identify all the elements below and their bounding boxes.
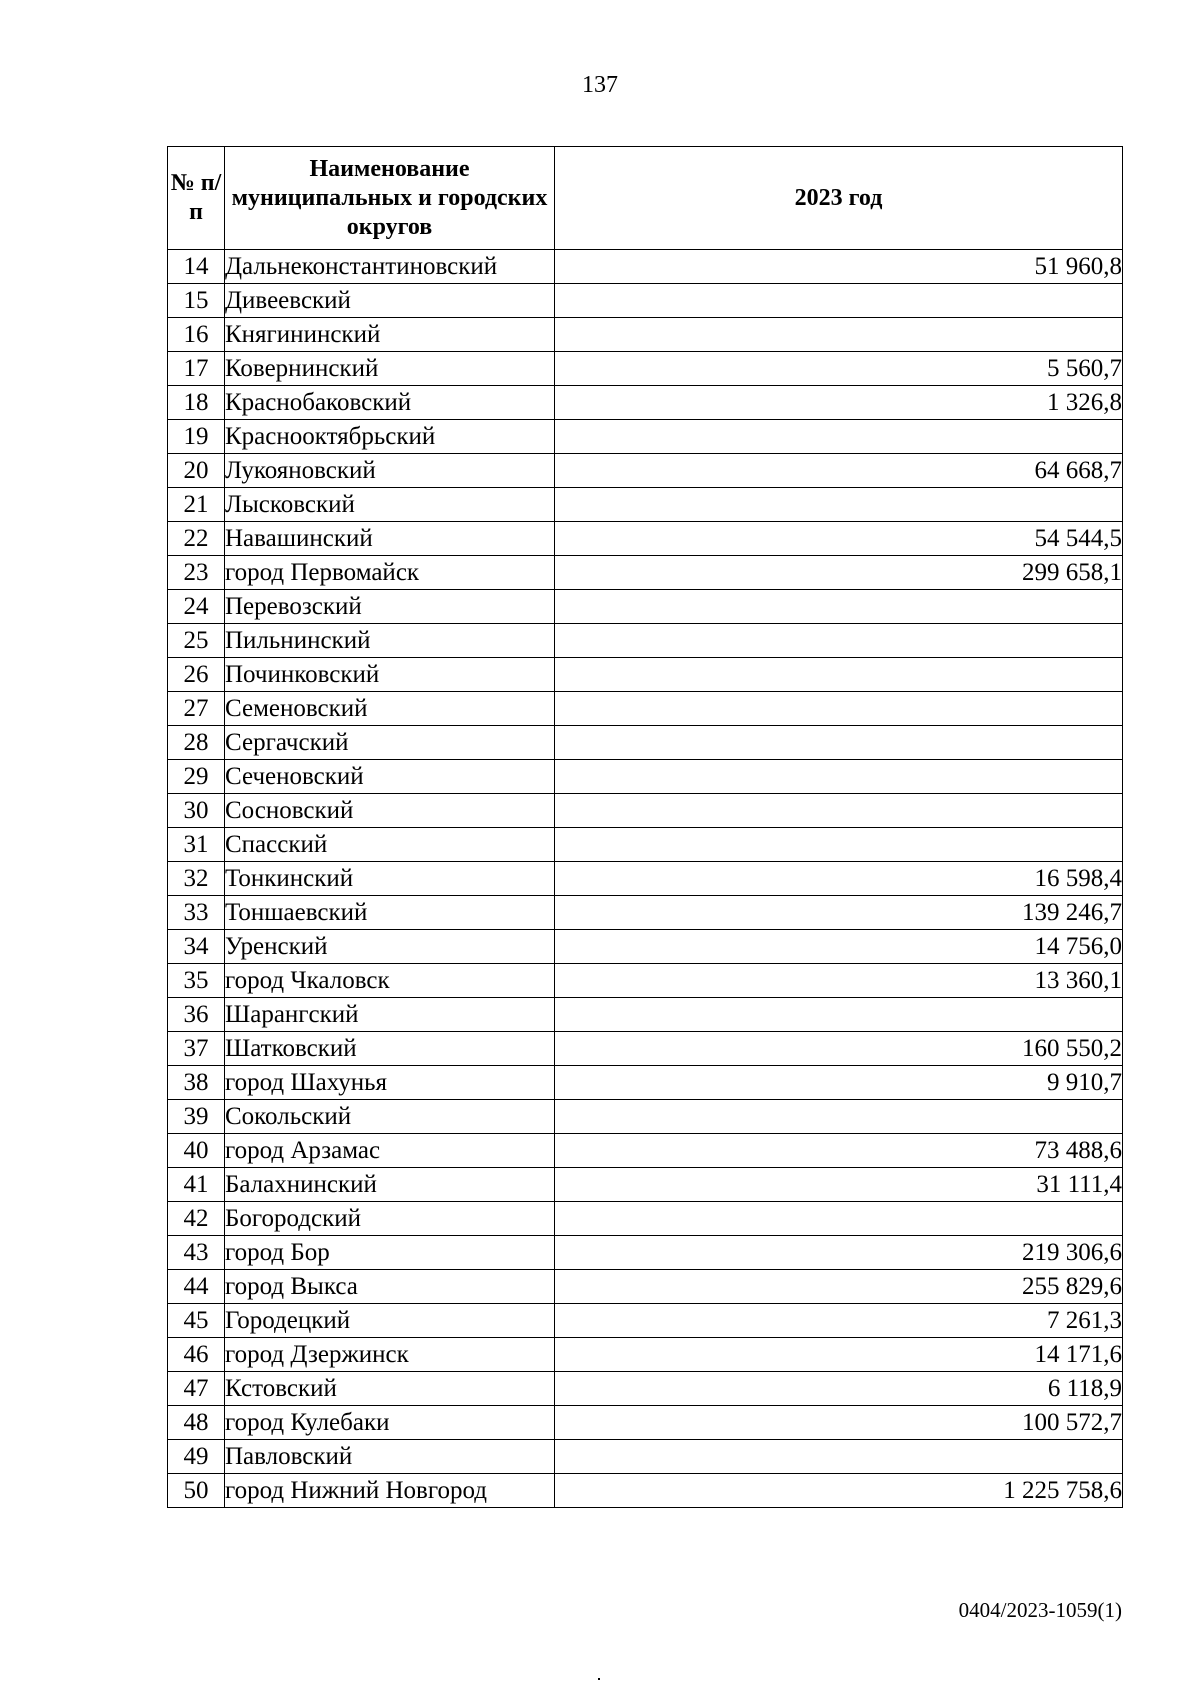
table-row xyxy=(168,454,1123,488)
row-value xyxy=(555,318,1123,352)
row-value xyxy=(555,998,1123,1032)
row-number: 34 xyxy=(168,930,225,964)
row-number: 17 xyxy=(168,352,225,386)
table-row xyxy=(168,658,1123,692)
row-value xyxy=(555,658,1123,692)
row-value: 7 261,3 xyxy=(555,1304,1123,1338)
row-value: 6 118,9 xyxy=(555,1372,1123,1406)
row-number: 31 xyxy=(168,828,225,862)
row-name: город Дзержинск xyxy=(225,1338,555,1372)
table-row xyxy=(168,1270,1123,1304)
row-number: 36 xyxy=(168,998,225,1032)
row-value: 255 829,6 xyxy=(555,1270,1123,1304)
row-name: Дальнеконстантиновский xyxy=(225,250,555,284)
row-number: 32 xyxy=(168,862,225,896)
row-name: Городецкий xyxy=(225,1304,555,1338)
table-row xyxy=(168,1100,1123,1134)
row-name: Сергачский xyxy=(225,726,555,760)
row-number: 42 xyxy=(168,1202,225,1236)
table-row xyxy=(168,726,1123,760)
row-name: Шатковский xyxy=(225,1032,555,1066)
row-number: 25 xyxy=(168,624,225,658)
table-row xyxy=(168,794,1123,828)
row-value xyxy=(555,794,1123,828)
row-number: 45 xyxy=(168,1304,225,1338)
table-row xyxy=(168,488,1123,522)
header-year: 2023 год xyxy=(555,147,1123,250)
row-value xyxy=(555,1440,1123,1474)
table-row xyxy=(168,1304,1123,1338)
row-number: 19 xyxy=(168,420,225,454)
row-number: 33 xyxy=(168,896,225,930)
row-value: 1 225 758,6 xyxy=(555,1474,1123,1508)
row-value xyxy=(555,420,1123,454)
row-name: Пильнинский xyxy=(225,624,555,658)
table-row xyxy=(168,1474,1123,1508)
row-name: Сосновский xyxy=(225,794,555,828)
table-row xyxy=(168,624,1123,658)
row-value xyxy=(555,488,1123,522)
table-row xyxy=(168,420,1123,454)
row-value: 160 550,2 xyxy=(555,1032,1123,1066)
row-number: 41 xyxy=(168,1168,225,1202)
row-number: 48 xyxy=(168,1406,225,1440)
row-number: 40 xyxy=(168,1134,225,1168)
row-number: 30 xyxy=(168,794,225,828)
row-number: 15 xyxy=(168,284,225,318)
header-number: № п/п xyxy=(168,147,225,250)
row-value xyxy=(555,828,1123,862)
row-value: 51 960,8 xyxy=(555,250,1123,284)
row-name: Сеченовский xyxy=(225,760,555,794)
row-name: Богородский xyxy=(225,1202,555,1236)
row-name: Шарангский xyxy=(225,998,555,1032)
table-row xyxy=(168,1202,1123,1236)
row-name: Сокольский xyxy=(225,1100,555,1134)
header-name: Наименование муниципальных и городских округов xyxy=(225,147,555,250)
row-value xyxy=(555,692,1123,726)
row-value xyxy=(555,1100,1123,1134)
row-name: Ковернинский xyxy=(225,352,555,386)
scan-dot xyxy=(598,1678,600,1680)
row-name: Починковский xyxy=(225,658,555,692)
row-number: 38 xyxy=(168,1066,225,1100)
row-name: Спасский xyxy=(225,828,555,862)
row-name: город Шахунья xyxy=(225,1066,555,1100)
table-row xyxy=(168,318,1123,352)
data-table xyxy=(167,146,1123,1508)
row-value xyxy=(555,624,1123,658)
row-value: 31 111,4 xyxy=(555,1168,1123,1202)
table-row xyxy=(168,1236,1123,1270)
row-number: 47 xyxy=(168,1372,225,1406)
row-value: 5 560,7 xyxy=(555,352,1123,386)
row-value: 64 668,7 xyxy=(555,454,1123,488)
table-row xyxy=(168,1338,1123,1372)
row-name: город Нижний Новгород xyxy=(225,1474,555,1508)
row-number: 29 xyxy=(168,760,225,794)
row-name: Тоншаевский xyxy=(225,896,555,930)
row-number: 49 xyxy=(168,1440,225,1474)
table-body xyxy=(168,250,1123,1508)
table-row xyxy=(168,828,1123,862)
table-row xyxy=(168,760,1123,794)
row-name: Балахнинский xyxy=(225,1168,555,1202)
table-header-row xyxy=(168,147,1123,250)
row-number: 26 xyxy=(168,658,225,692)
table-row xyxy=(168,692,1123,726)
page-number: 137 xyxy=(582,72,618,98)
row-name: Павловский xyxy=(225,1440,555,1474)
row-name: Навашинский xyxy=(225,522,555,556)
row-name: город Первомайск xyxy=(225,556,555,590)
row-name: Дивеевский xyxy=(225,284,555,318)
table-row xyxy=(168,250,1123,284)
row-value: 54 544,5 xyxy=(555,522,1123,556)
row-name: город Выкса xyxy=(225,1270,555,1304)
row-value: 14 171,6 xyxy=(555,1338,1123,1372)
row-number: 24 xyxy=(168,590,225,624)
table-row xyxy=(168,862,1123,896)
row-value xyxy=(555,726,1123,760)
table-row xyxy=(168,590,1123,624)
row-number: 37 xyxy=(168,1032,225,1066)
row-value: 73 488,6 xyxy=(555,1134,1123,1168)
row-value: 100 572,7 xyxy=(555,1406,1123,1440)
table-row xyxy=(168,1066,1123,1100)
row-value: 16 598,4 xyxy=(555,862,1123,896)
row-name: город Чкаловск xyxy=(225,964,555,998)
row-value: 1 326,8 xyxy=(555,386,1123,420)
table-row xyxy=(168,998,1123,1032)
document-code: 0404/2023-1059(1) xyxy=(958,1598,1122,1622)
row-name: город Кулебаки xyxy=(225,1406,555,1440)
table-row xyxy=(168,284,1123,318)
table-row xyxy=(168,1134,1123,1168)
table-row xyxy=(168,556,1123,590)
row-number: 21 xyxy=(168,488,225,522)
table-row xyxy=(168,1032,1123,1066)
table-row xyxy=(168,1440,1123,1474)
row-value: 9 910,7 xyxy=(555,1066,1123,1100)
table-row xyxy=(168,1372,1123,1406)
row-name: Уренский xyxy=(225,930,555,964)
table-row xyxy=(168,522,1123,556)
row-name: Лысковский xyxy=(225,488,555,522)
row-value xyxy=(555,284,1123,318)
table-row xyxy=(168,386,1123,420)
row-number: 16 xyxy=(168,318,225,352)
row-name: Кстовский xyxy=(225,1372,555,1406)
row-number: 43 xyxy=(168,1236,225,1270)
table-row xyxy=(168,964,1123,998)
row-number: 27 xyxy=(168,692,225,726)
row-name: Тонкинский xyxy=(225,862,555,896)
table-row xyxy=(168,896,1123,930)
row-value xyxy=(555,1202,1123,1236)
row-number: 35 xyxy=(168,964,225,998)
row-number: 18 xyxy=(168,386,225,420)
row-name: Краснобаковский xyxy=(225,386,555,420)
row-number: 28 xyxy=(168,726,225,760)
row-name: Перевозский xyxy=(225,590,555,624)
row-number: 44 xyxy=(168,1270,225,1304)
row-number: 20 xyxy=(168,454,225,488)
row-name: Княгининский xyxy=(225,318,555,352)
row-number: 14 xyxy=(168,250,225,284)
row-number: 39 xyxy=(168,1100,225,1134)
row-value: 14 756,0 xyxy=(555,930,1123,964)
table-row xyxy=(168,1406,1123,1440)
row-name: Лукояновский xyxy=(225,454,555,488)
row-value: 13 360,1 xyxy=(555,964,1123,998)
row-value: 139 246,7 xyxy=(555,896,1123,930)
table-row xyxy=(168,1168,1123,1202)
row-value: 299 658,1 xyxy=(555,556,1123,590)
row-value xyxy=(555,590,1123,624)
row-number: 23 xyxy=(168,556,225,590)
row-name: Краснооктябрьский xyxy=(225,420,555,454)
table-row xyxy=(168,352,1123,386)
row-number: 22 xyxy=(168,522,225,556)
table-row xyxy=(168,930,1123,964)
row-number: 46 xyxy=(168,1338,225,1372)
row-name: Семеновский xyxy=(225,692,555,726)
row-value xyxy=(555,760,1123,794)
row-name: город Бор xyxy=(225,1236,555,1270)
row-value: 219 306,6 xyxy=(555,1236,1123,1270)
row-number: 50 xyxy=(168,1474,225,1508)
row-name: город Арзамас xyxy=(225,1134,555,1168)
